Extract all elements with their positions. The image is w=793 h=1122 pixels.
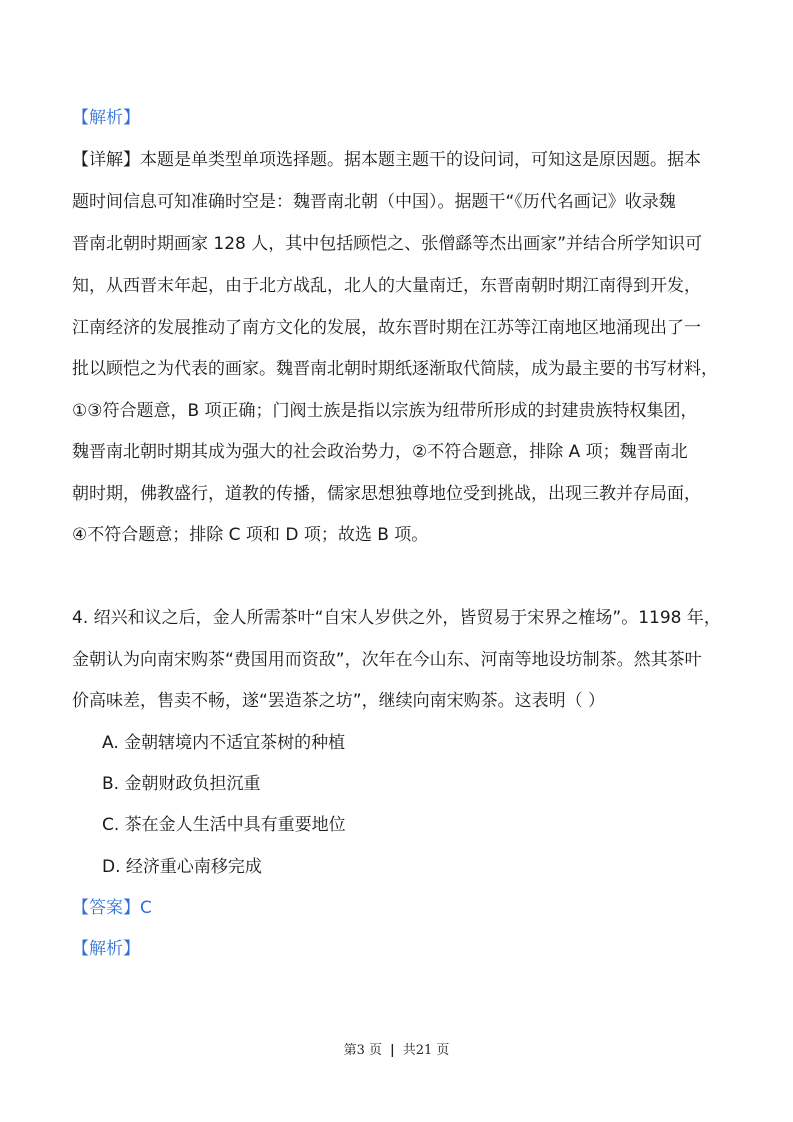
page-total: 共21 页 bbox=[402, 1043, 450, 1058]
detail-line: 知，从西晋末年起，由于北方战乱，北人的大量南迁，东晋南朝时期江南得到开发， bbox=[72, 276, 701, 296]
question-line: 金朝认为向南宋购茶“费国用而资敌”，次年在今山东、河南等地设坊制茶。然其茶叶 bbox=[72, 650, 702, 670]
answer-label: 【答案】 bbox=[72, 898, 140, 918]
detail-line: 魏晋南北朝时期其成为强大的社会政治势力，②不符合题意，排除 A 项；魏晋南北 bbox=[72, 442, 688, 462]
analysis-heading: 【解析】 bbox=[72, 108, 140, 128]
detail-line: 江南经济的发展推动了南方文化的发展，故东晋时期在江苏等江南地区地涌现出了一 bbox=[72, 318, 701, 338]
question-line: 价高味差，售卖不畅，遂“罢造茶之坊”，继续向南宋购茶。这表明（ ） bbox=[72, 691, 606, 711]
detail-line bbox=[72, 148, 732, 172]
detail-line: 朝时期，佛教盛行，道教的传播，儒家思想独尊地位受到挑战，出现三教并存局面， bbox=[72, 484, 701, 504]
answer-line bbox=[72, 896, 732, 920]
footer-separator: | bbox=[389, 1043, 395, 1058]
option-b: B. 金朝财政负担沉重 bbox=[102, 774, 261, 794]
detail-line: 晋南北朝时期画家 128 人，其中包括顾恺之、张僧繇等杰出画家”并结合所学知识可 bbox=[72, 234, 703, 254]
question-line: 4. 绍兴和议之后，金人所需茶叶“自宋人岁供之外，皆贸易于宋界之榷场”。1198 年， bbox=[72, 608, 721, 628]
option-c: C. 茶在金人生活中具有重要地位 bbox=[102, 815, 346, 835]
detail-line: ①③符合题意，B 项正确；门阀士族是指以宗族为纽带所形成的封建贵族特权集团， bbox=[72, 401, 698, 421]
detail-line: 题时间信息可知准确时空是：魏晋南北朝（中国）。据题干“《历代名画记》收录魏 bbox=[72, 192, 676, 212]
detail-text: 本题是单类型单项选择题。据本题主题干的设问词，可知这是原因题。据本 bbox=[140, 150, 701, 170]
option-a: A. 金朝辖境内不适宜茶树的种植 bbox=[102, 733, 346, 753]
answer-value: C bbox=[140, 898, 152, 918]
detail-label: 【详解】 bbox=[72, 150, 140, 170]
detail-line: 批以顾恺之为代表的画家。魏晋南北朝时期纸逐渐取代简牍，成为最主要的书写材料， bbox=[72, 359, 718, 379]
page-footer bbox=[0, 1039, 793, 1058]
detail-line: ④不符合题意；排除 C 项和 D 项；故选 B 项。 bbox=[72, 525, 429, 545]
analysis-heading: 【解析】 bbox=[72, 939, 140, 959]
page-number: 第3 页 bbox=[343, 1043, 382, 1058]
option-d: D. 经济重心南移完成 bbox=[102, 857, 262, 877]
